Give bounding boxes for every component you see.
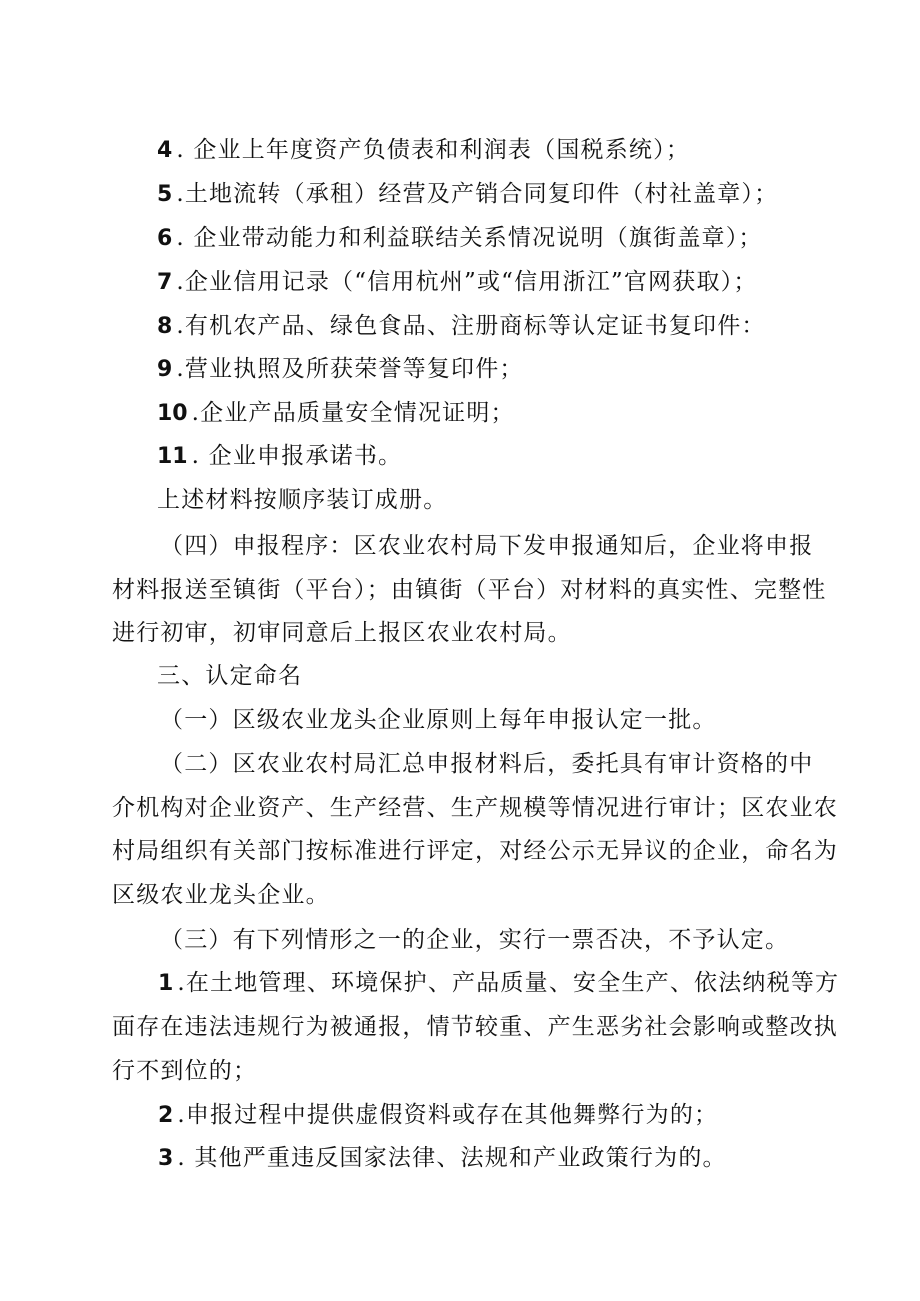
list-item (157, 267, 857, 298)
procedure-line: 材料报送至镇街（平台）；由镇街（平台）对材料的真实性、完整性 (112, 577, 827, 603)
list-item-number: 11 (157, 444, 188, 469)
veto-item (158, 1100, 858, 1131)
list-item-text: .土地流转（承租）经营及产销合同复印件（村社盖章）； (176, 181, 779, 207)
list-item-text: .企业产品质量安全情况证明； (191, 400, 515, 426)
binding-note: 上述材料按顺序装订成册。 (157, 487, 448, 513)
paragraph-line: （三）有下列情形之一的企业，实行一票否决，不予认定。 (160, 927, 790, 953)
list-item-text: .企业信用记录（“信用杭州”或“信用浙江”官网获取）； (176, 269, 758, 295)
paragraph-line: （二）区农业农村局汇总申报材料后，委托具有审计资格的中 (160, 751, 814, 777)
list-item-number: 5 (157, 182, 173, 207)
veto-item-number: 2 (158, 1103, 174, 1128)
list-item-text: . 企业申报承诺书。 (191, 443, 403, 469)
list-item-number: 9 (157, 357, 173, 382)
list-item (157, 223, 857, 254)
paragraph-line: 村局组织有关部门按标准进行评定，对经公示无异议的企业，命名为 (112, 838, 838, 864)
veto-item-number: 3 (158, 1146, 174, 1171)
paragraph-line: 介机构对企业资产、生产经营、生产规模等情况进行审计；区农业农 (112, 795, 838, 821)
list-item-text: .有机农产品、绿色食品、注册商标等认定证书复印件： (176, 313, 766, 339)
list-item (157, 179, 857, 210)
procedure-line: （四）申报程序：区农业农村局下发申报通知后，企业将申报 (160, 533, 814, 559)
list-item (157, 311, 857, 342)
veto-item-continuation: 行不到位的； (112, 1058, 258, 1084)
veto-item-text: .在土地管理、环境保护、产品质量、安全生产、依法纳税等方 (177, 970, 840, 996)
list-item-number: 10 (157, 401, 188, 426)
list-item-text: .营业执照及所获荣誉等复印件； (176, 356, 524, 382)
paragraph-line: 区级农业龙头企业。 (112, 882, 330, 908)
veto-item-continuation: 面存在违法违规行为被通报，情节较重、产生恶劣社会影响或整改执 (112, 1014, 838, 1040)
veto-item-text: .申报过程中提供虚假资料或存在其他舞弊行为的； (177, 1102, 719, 1128)
list-item (157, 354, 857, 385)
veto-item-number: 1 (158, 971, 174, 996)
list-item-number: 8 (157, 314, 173, 339)
paragraph-line: （一）区级农业龙头企业原则上每年申报认定一批。 (160, 707, 717, 733)
veto-item (158, 1143, 858, 1174)
list-item-text: . 企业上年度资产负债表和利润表（国税系统）； (176, 137, 691, 163)
list-item (157, 398, 857, 429)
veto-item (158, 968, 858, 999)
list-item (157, 135, 857, 166)
list-item-text: . 企业带动能力和利益联结关系情况说明（旗街盖章）； (176, 225, 763, 251)
list-item-number: 7 (157, 270, 173, 295)
list-item-number: 4 (157, 138, 173, 163)
section-heading: 三、认定命名 (157, 663, 303, 689)
list-item-number: 6 (157, 226, 173, 251)
veto-item-text: . 其他严重违反国家法律、法规和产业政策行为的。 (177, 1145, 727, 1171)
list-item (157, 441, 857, 472)
procedure-line: 进行初审，初审同意后上报区农业农村局。 (112, 620, 572, 646)
